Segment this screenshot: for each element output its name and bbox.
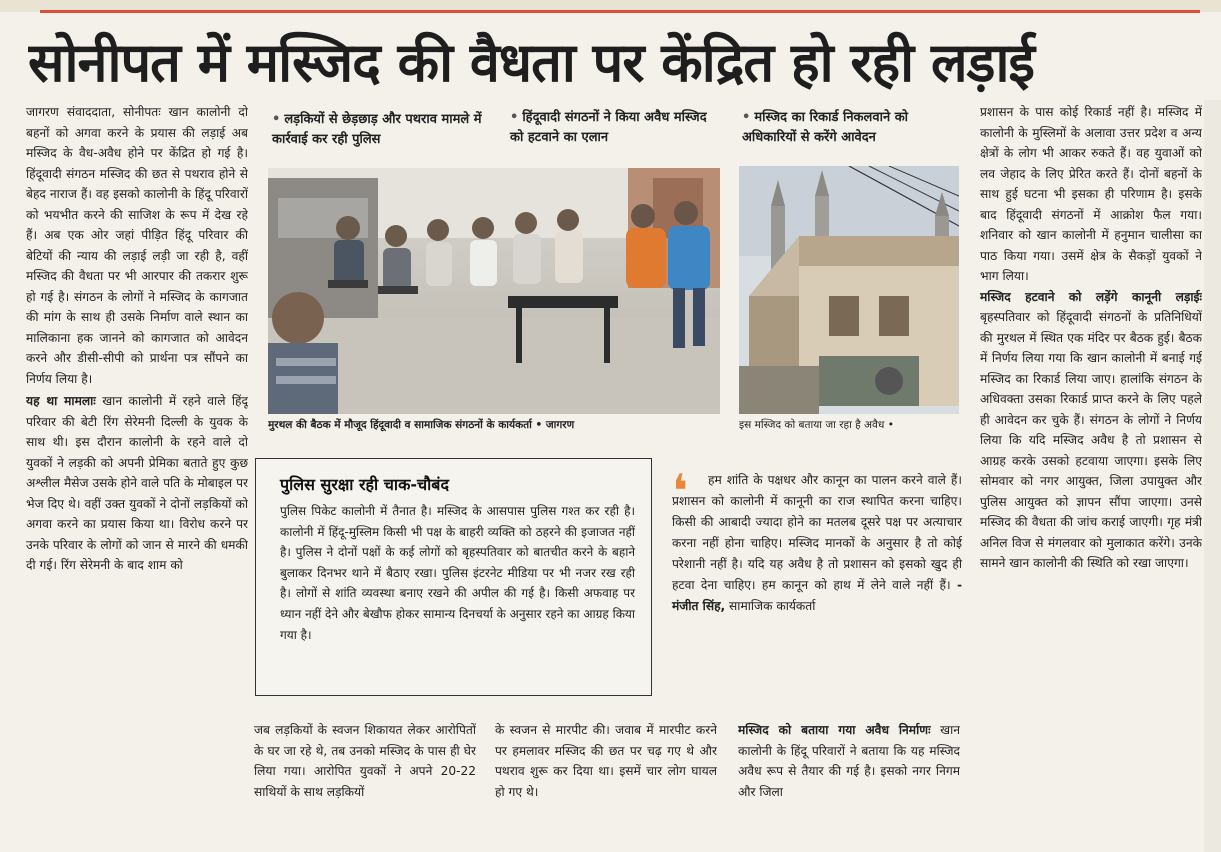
- box-title: पुलिस सुरक्षा रही चाक-चौबंद: [280, 475, 449, 494]
- column-3-text: के स्वजन से मारपीट की। जवाब में मारपीट करने पर हमलावर मस्जिद की छत पर चढ़ गए थे और पथराव शुरू कर दिया था। इसमें चार लोग घायल हो गए थे।: [495, 723, 717, 799]
- box-body: पुलिस पिकेट कालोनी में तैनात है। मस्जिद के आसपास पुलिस गश्त कर रही है। कालोनी में हिंदू-मुस्लिम किसी भी पक्ष के बाहरी व्यक्ति को ठहरने की इजाजत नहीं है। पुलिस ने दोनों पक्षों के कई लोगों को बृहस्पतिवार को बातचीत करने के बहाने बुलाकर दिनभर थाने में बैठाए रखा। पुलिस इंटरनेट मीडिया पर भी नजर रख रही है। लोगों से शांति व्यवस्था बनाए रखने की अपील की गई है। किसी अफवाह पर ध्यान नहीं देने और बेखौफ होकर सामान्य दिनचर्या के अनुसार रहने का आग्रह किया गया है।: [280, 504, 635, 642]
- article-column-right: [980, 102, 1202, 846]
- quote-block: [672, 464, 963, 617]
- column-2-text: जब लड़कियों के स्वजन शिकायत लेकर आरोपितों के घर जा रहे थे, तब उनको मस्जिद के पास ही घेर लिया गया। आरोपित युवकों ने अपने 20-22 साथियों के साथ लड़कियों: [254, 723, 476, 799]
- meeting-photo-image: [268, 168, 720, 414]
- article-column-3: [495, 720, 717, 846]
- bullet-icon: •: [742, 110, 751, 125]
- bullet-head-3: [742, 108, 957, 148]
- legal-fight-text: बृहस्पतिवार को हिंदूवादी संगठनों के प्रतिनिधियों की मुरथल में स्थित एक मंदिर पर बैठक हुई। बैठक में निर्णय लिया गया कि खान कालोनी में बनाई गई मस्जिद का रिकार्ड लिया जाए। हालांकि संगठन के अधिवक्ता उसका रिकार्ड प्राप्त करने के लिए पहले ही आवेदन कर चुके हैं। संगठन के लोगों ने निर्णय लिया कि यदि मस्जिद अवैध है तो प्रशासन से आग्रह करके उसको हटवाया जाएगा। इसके लिए सोमवार को नगर आयुक्त, जिला उपायुक्त और पुलिस आयुक्त को ज्ञापन सौंपा जाएगा। उनसे मस्जिद की वैधता की जांच कराई जाएगी। गृह मंत्री अनिल विज से मंगलवार को मुलाकात करेंगे। उनके सामने खान कालोनी की स्थिति को रखा जाएगा।: [980, 310, 1202, 570]
- mosque-photo-caption: इस मस्जिद को बताया जा रहा है अवैध •: [739, 419, 894, 431]
- quote-icon: ❛: [672, 464, 688, 518]
- quote-text: हम शांति के पक्षधर और कानून का पालन करने वाले हैं। प्रशासन को कालोनी में कानूनी का राज स्थापित करना चाहिए। किसी की आबादी ज्यादा होने का मतलब दूसरे पक्ष पर अत्याचार करना नहीं होना चाहिए। मस्जिद मानकों के अनुसार है तो कोई परेशानी नहीं है। यदि यह अवैध है तो प्रशासन को इसको खुद ही हटवा देना चाहिए। हम कानून को हाथ में लेने वाले नहीं हैं।: [672, 473, 962, 592]
- headline: सोनीपत में मस्जिद की वैधता पर केंद्रित हो रही लड़ाई: [28, 31, 1034, 94]
- column-4-text: खान कालोनी के हिंदू परिवारों ने बताया कि यह मस्जिद अवैध रूप से तैयार की गई है। इसको नगर निगम और जिला: [738, 723, 960, 799]
- article-column-1: [26, 102, 248, 846]
- header-rule: [40, 10, 1200, 13]
- case-text: खान कालोनी में रहने वाले हिंदू परिवार की बेटी रिंग सेरेमनी दिल्ली के युवक के साथ थी। इस दौरान कालोनी के रहने वाले दो युवकों ने लड़की को अपनी प्रेमिका बताते हुए कुछ अश्लील मैसेज उसके होने वाले पति के मोबाइल पर भेज दिए थे। वहीं उक्त युवकों ने दोनों लड़कियों को अगवा करने का प्रयास किया था। विरोध करने पर उनके परिवार के लोगों को जान से मारने की धमकी दी गई। रिंग सेरेमनी के बाद शाम को: [26, 394, 248, 572]
- subhead-case: यह था मामलाः: [26, 394, 96, 408]
- bullet-icon: •: [510, 110, 519, 125]
- right-column-paragraph: प्रशासन के पास कोई रिकार्ड नहीं है। मस्जिद में कालोनी के मुस्लिमों के अलावा उत्तर प्रदेश व अन्य क्षेत्रों के लोग भी आकर रुकते हैं। वह युवाओं को लव जेहाद के लिए प्रेरित करते हैं। दोनों बहनों के साथ हुई घटना भी इसका ही परिणाम है। इसके बाद हिंदूवादी संगठनों में आक्रोश फैल गया। शनिवार को खान कालोनी में हनुमान चालीसा का पाठ किया गया। उसमें क्षेत्र के सैकड़ों युवकों ने भाग लिया।: [980, 105, 1202, 283]
- bullet-head-1: [272, 110, 482, 150]
- bullet-icon: •: [272, 112, 281, 127]
- bullet-text: लड़कियों से छेड़छाड़ और पथराव मामले में कार्रवाई कर रही पुलिस: [272, 112, 482, 147]
- article-column-2: [254, 720, 476, 846]
- bullet-head-2: [510, 108, 715, 148]
- mosque-photo: [739, 166, 959, 414]
- adjacent-page-edge: [1204, 100, 1221, 852]
- column-1-paragraph: जागरण संवाददाता, सोनीपतः खान कालोनी दो बहनों को अगवा करने के प्रयास की लड़ाई अब मस्जिद के वैध-अवैध होने पर केंद्रित हो गई है। हिंदूवादी संगठन मस्जिद की छत से पथराव होने से बेहद नाराज हैं। वह इसको कालोनी के हिंदू परिवारों को भयभीत करने की साजिश के रूप में देख रहे हैं। अब एक ओर जहां पीड़ित हिंदू परिवार की बेटियों की न्याय की लड़ाई लड़ी जा रही है, वहीं मस्जिद की वैधता पर भी आरपार की तकरार शुरू हो गई है। संगठन के लोगों ने मस्जिद के कागजात की मांग के साथ ही उसके निर्माण वाले स्थान का मालिकाना हक जानने को कागजात को आवेदन करने और डीसी-सीपी को प्रार्थना पत्र सौंपने का निर्णय लिया है।: [26, 105, 248, 386]
- meeting-photo-caption: मुरथल की बैठक में मौजूद हिंदूवादी व सामाजिक संगठनों के कार्यकर्ता • जागरण: [268, 419, 575, 431]
- right-column-paragraph-2: [980, 287, 1202, 574]
- column-1-paragraph-2: [26, 391, 248, 576]
- column-4-paragraph: [738, 720, 960, 802]
- bullet-text: मस्जिद का रिकार्ड निकलवाने को अधिकारियों से करेंगे आवेदन: [742, 110, 909, 145]
- article-column-4: [738, 720, 960, 846]
- subhead-illegal: मस्जिद को बताया गया अवैध निर्माणः: [738, 723, 931, 737]
- quote-role: सामाजिक कार्यकर्ता: [725, 599, 816, 613]
- police-security-box: [255, 458, 652, 696]
- bullet-text: हिंदूवादी संगठनों ने किया अवैध मस्जिद को हटवाने का एलान: [510, 110, 707, 145]
- subhead-legal-fight: मस्जिद हटवाने को लड़ेंगे कानूनी लड़ाईः: [980, 289, 1202, 304]
- quote-author: - मंजीत सिंह,: [672, 578, 963, 613]
- mosque-photo-image: [739, 166, 959, 414]
- meeting-photo: [268, 168, 720, 414]
